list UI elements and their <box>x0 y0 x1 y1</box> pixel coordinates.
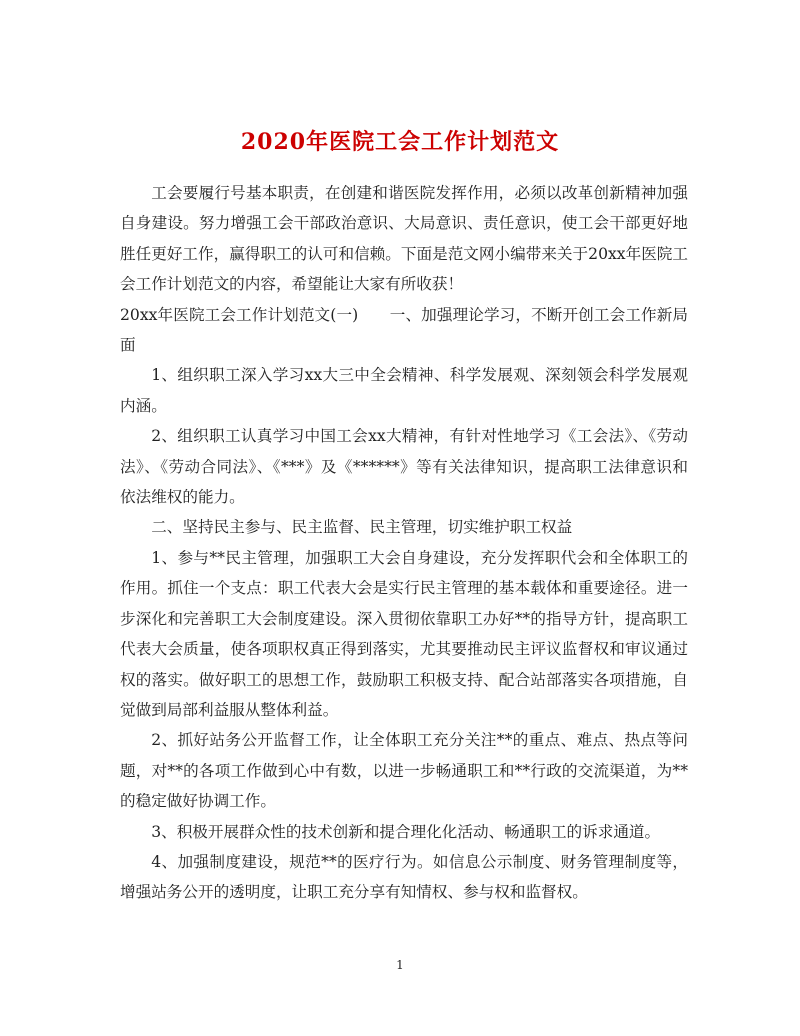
paragraph-section-heading: 20xx年医院工会工作计划范文(一) 一、加强理论学习，不断开创工会工作新局面 <box>120 305 688 355</box>
paragraph-item: 2、组织职工认真学习中国工会xx大精神，有针对性地学习《工会法》、《劳动法》、《劳动合同法》、《***》及《******》等有关法律知识，提高职工法律意识和依法维权的能力。 <box>120 427 688 507</box>
paragraph-item: 2、抓好站务公开监督工作，让全体职工充分关注**的重点、难点、热点等问题，对**的各项工作做到心中有数，以进一步畅通职工和**行政的交流渠道，为**的稳定做好协调工作。 <box>120 731 688 811</box>
paragraph-item: 4、加强制度建设，规范**的医疗行为。如信息公示制度、财务管理制度等，增强站务公开的透明度，让职工充分享有知情权、参与权和监督权。 <box>120 852 688 902</box>
document-body <box>120 178 688 908</box>
paragraph-section-heading: 二、坚持民主参与、民主监督、民主管理，切实维护职工权益 <box>151 518 573 537</box>
page-number: 1 <box>396 958 404 972</box>
paragraph-intro: 工会要履行号基本职责，在创建和谐医院发挥作用，必须以改革创新精神加强自身建设。努力增强工会干部政治意识、大局意识、责任意识，使工会干部更好地胜任更好工作，赢得职工的认可和信赖。下面是范文网小编带来关于20xx年医院工会工作计划范文的内容，希望能让大家有所收获！ <box>120 184 688 294</box>
paragraph-item: 1、组织职工深入学习xx大三中全会精神、科学发展观、深刻领会科学发展观内涵。 <box>120 366 688 415</box>
paragraph-item: 3、积极开展群众性的技术创新和提合理化化活动、畅通职工的诉求通道。 <box>151 822 661 841</box>
document-title: 2020年医院工会工作计划范文 <box>240 128 560 155</box>
paragraph-item: 1、参与**民主管理，加强职工大会自身建设，充分发挥职代会和全体职工的作用。抓住一个支点：职工代表大会是实行民主管理的基本载体和重要途径。进一步深化和完善职工大会制度建设。深入贯彻依靠职工办好**的指导方针，提高职工代表大会质量，使各项职权真正得到落实，尤其要推动民主评议监督权和审议通过权的落实。做好职工的思想工作，鼓励职工积极支持、配合站部落实各项措施，自觉做到局部利益服从整体利益。 <box>120 548 688 719</box>
